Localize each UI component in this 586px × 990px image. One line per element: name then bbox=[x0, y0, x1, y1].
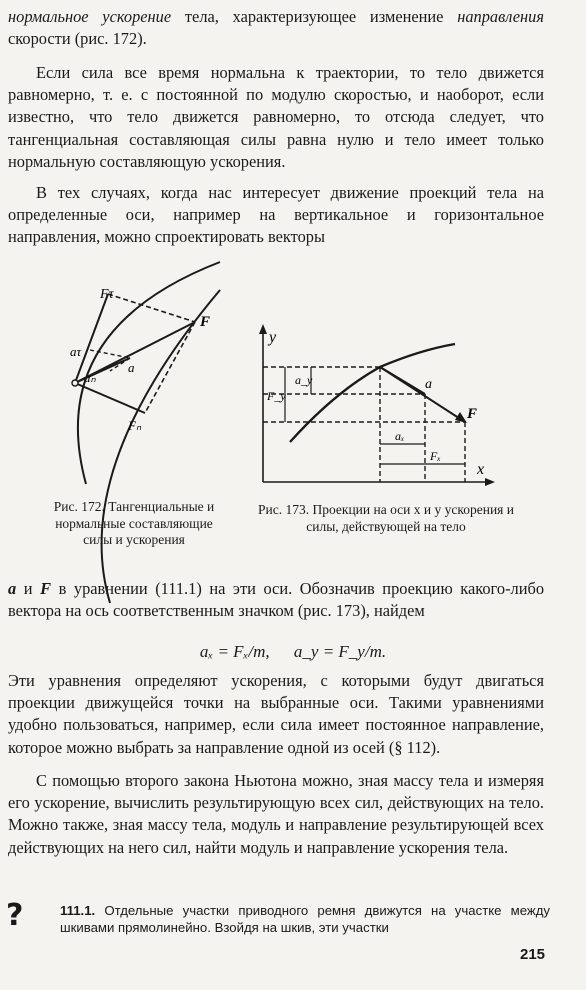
text-run: в уравнении (111.1) на эти оси. Обозначив проекцию какого-либо вектора на ось соответственным значком (рис. 173), найдем bbox=[8, 579, 545, 621]
label-a-tau: aτ bbox=[70, 344, 82, 359]
problem-111-1 bbox=[60, 902, 550, 936]
problem-number: 111.1. bbox=[60, 903, 96, 918]
text-run: скорости (рис. 172). bbox=[8, 29, 147, 49]
label-F-173: F bbox=[467, 406, 478, 422]
label-a-n: aₙ bbox=[84, 370, 96, 385]
label-a-173: a bbox=[425, 377, 432, 392]
formula-ay: a_y = F_y/m. bbox=[293, 642, 387, 661]
vector-a-173 bbox=[380, 367, 425, 394]
label-a: a bbox=[128, 360, 135, 375]
text-run: тела, характеризующее изменение bbox=[171, 7, 458, 26]
label-Fy: F_y bbox=[267, 389, 286, 403]
paragraph-equations-meaning: Эти уравнения определяют ускорения, с которыми будут двигаться проекции движущейся точки на выбранные оси. Такими уравнениями удобно пользоваться, например, если сила имеет постоянное направление, которое можно выбрать за направление одной из осей (§ 112). bbox=[8, 671, 544, 757]
label-x: x bbox=[477, 461, 485, 478]
label-ax: aₓ bbox=[395, 429, 405, 443]
term-normal-acceleration: нормальное ускорение bbox=[8, 7, 172, 26]
body-point bbox=[72, 380, 78, 386]
trajectory-curve-172 bbox=[102, 290, 220, 603]
vector-F-symbol: F bbox=[40, 579, 52, 598]
label-F: F bbox=[200, 314, 211, 330]
y-axis-arrow bbox=[259, 324, 267, 334]
caption-fig-173: Рис. 173. Проекции на оси x и y ускорения и силы, действующей на тело bbox=[258, 502, 514, 534]
formula-ax: aₓ = Fₓ/m, bbox=[199, 642, 270, 661]
paragraph-equations-intro bbox=[8, 578, 544, 622]
formula-projections bbox=[0, 642, 586, 662]
paragraph-projections: В тех случаях, когда нас интересует движение проекций тела на определенные оси, например на вертикальное и горизонтальное направления, можно спроектировать векторы bbox=[8, 183, 544, 247]
question-mark-icon: ? bbox=[6, 898, 24, 933]
label-y: y bbox=[269, 329, 277, 346]
figure-172-trajectory bbox=[0, 0, 1, 1]
paragraph-intro bbox=[8, 6, 544, 50]
page-number: 215 bbox=[520, 946, 546, 963]
problem-text: Отдельные участки приводного ремня движутся на участке между шкивами прямолинейно. Взойдя на шкив, эти участки bbox=[60, 903, 550, 935]
label-F-tau: Fτ bbox=[100, 287, 114, 302]
paragraph-newton-second-law: С помощью второго закона Ньютона можно, зная массу тела и измеряя его ускорение, вычислить результирующую всех сил, действующих на тело. Можно также, зная массу тела, модуль и направление результирующей всех действующих на него сил, найти модуль и направление ускорения тела. bbox=[8, 771, 544, 857]
text-run: и bbox=[16, 579, 41, 598]
label-F-n: Fₙ bbox=[128, 418, 142, 433]
vector-a-symbol: a bbox=[8, 579, 17, 598]
vector-F-n bbox=[75, 383, 145, 413]
term-direction: направления bbox=[457, 7, 544, 26]
x-axis-arrow bbox=[485, 478, 495, 486]
paragraph-normal-force: Если сила все время нормальна к траектории, то тело движется равномерно, т. е. с постоянной по модулю скоростью, и наоборот, если известно, что тело движется равномерно, то отсюда следует, что тангенциальная составляющая силы равна нулю и тело имеет только нормальную составляющую ускорения. bbox=[8, 63, 544, 171]
label-Fx: Fₓ bbox=[430, 449, 441, 463]
figure-173 bbox=[245, 322, 495, 492]
trajectory-curve-173 bbox=[290, 344, 455, 442]
label-ay: a_y bbox=[295, 373, 313, 387]
caption-fig-172: Рис. 172. Тангенциальные и нормальные составляющие силы и ускорения bbox=[53, 499, 215, 547]
